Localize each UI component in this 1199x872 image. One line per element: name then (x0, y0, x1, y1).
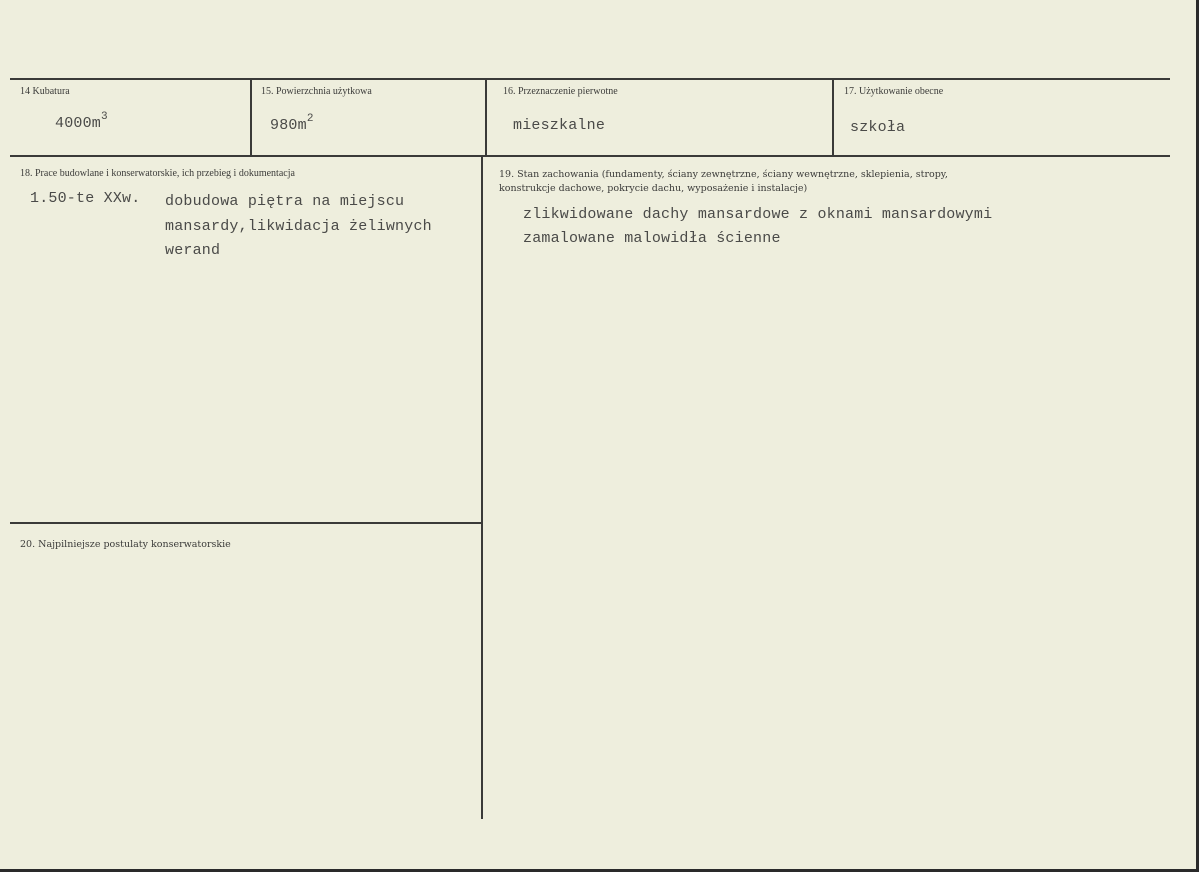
top-rule (10, 78, 1170, 80)
field-17-value: szkoła (850, 119, 906, 136)
field-19-label-line-2: konstrukcje dachowe, pokrycie dachu, wyposażenie i instalacje) (499, 183, 808, 194)
field-19-line-1: zlikwidowane dachy mansardowe z oknami mansardowymi (523, 206, 993, 223)
field-19-label-line-1: 19. Stan zachowania (fundamenty, ściany zewnętrzne, ściany wewnętrzne, sklepienia, stropy, (499, 169, 948, 180)
divider-14-15 (250, 78, 252, 157)
field-14-value: $4000m^3$ (55, 111, 108, 132)
row1-bottom-rule (10, 155, 1170, 157)
field-18-line-1: dobudowa piętra na miejscu (165, 193, 405, 210)
field-18-label: 18. Prace budowlane i konserwatorskie, ich przebieg i dokumentacja (20, 168, 295, 179)
main-column-divider (481, 155, 483, 819)
field-18-line-3: werand (165, 242, 221, 259)
field-20-label: 20. Najpilniejsze postulaty konserwatorskie (20, 539, 231, 550)
field-16-value: mieszkalne (513, 117, 606, 134)
field-15-value: $980m^2$ (270, 113, 314, 134)
field-19-line-2: zamalowane malowidła ścienne (523, 230, 781, 247)
divider-15-16 (485, 78, 487, 157)
field-14-label: 14 Kubatura (20, 86, 70, 97)
field-16-label: 16. Przeznaczenie pierwotne (503, 86, 618, 97)
section18-bottom-rule (10, 522, 481, 524)
field-18-line-2: mansardy,likwidacja żeliwnych (165, 218, 432, 235)
field-18-date: 1.50-te XXw. (30, 190, 141, 207)
divider-16-17 (832, 78, 834, 157)
field-17-label: 17. Użytkowanie obecne (844, 86, 944, 97)
field-15-label: 15. Powierzchnia użytkowa (261, 86, 372, 97)
